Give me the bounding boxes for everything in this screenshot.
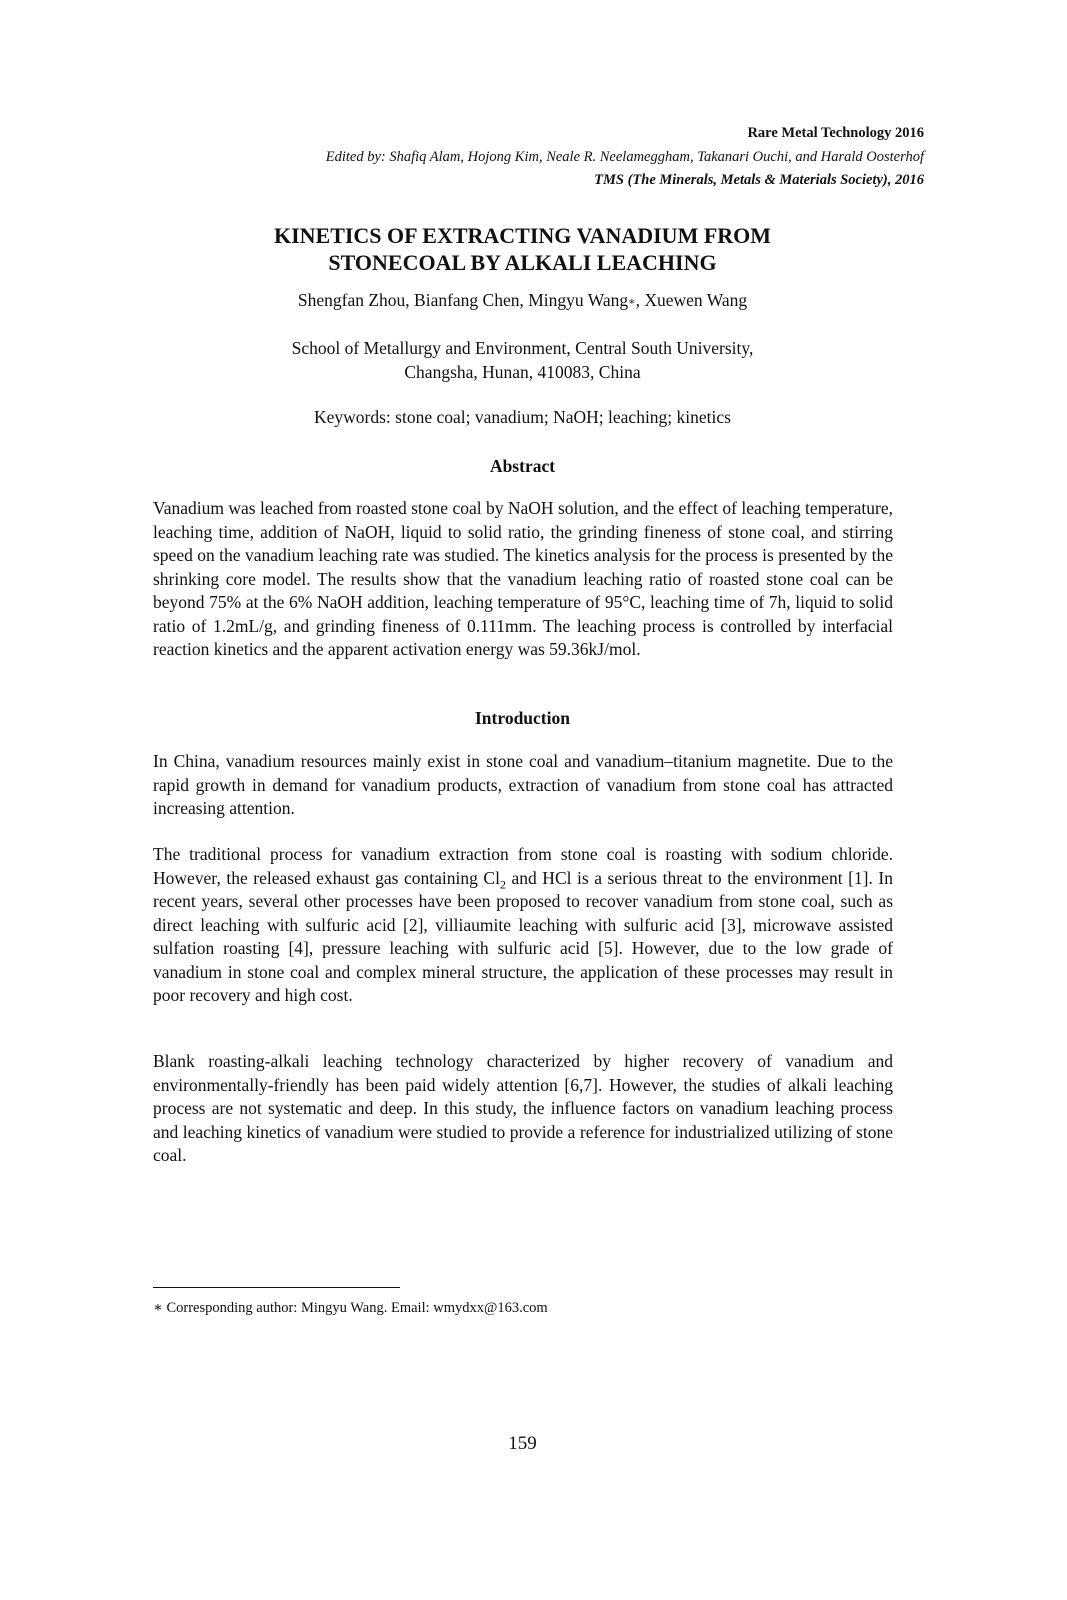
abstract-text: Vanadium was leached from roasted stone coal by NaOH solution, and the effect of leaching temperature, leaching time, addition of NaOH, liquid to solid ratio, the grinding fineness of stone coal, and stirring speed on the vanadium leaching rate was studied. The kinetics analysis for the process is presented by the shrinking core model. The results show that the vanadium leaching ratio of roasted stone coal can be beyond 75% at the 6% NaOH addition, leaching temperature of 95°C, leaching time of 7h, liquid to solid ratio of 1.2mL/g, and grinding fineness of 0.111mm. The leaching process is controlled by interfacial reaction kinetics and the apparent activation energy was 59.36kJ/mol. (153, 498, 893, 659)
book-title: Rare Metal Technology 2016 (747, 125, 924, 141)
intro-p2-part-2: and HCl is a serious threat to the environment [1]. In recent years, several other processes have been proposed to recover vanadium from stone coal, such as direct leaching with sulfuric acid [2], villiaumite leaching with sulfuric acid [3], microwave assisted sulfation roasting [4], pressure leaching with sulfuric acid [5]. However, due to the low grade of vanadium in stone coal and complex mineral structure, the application of these processes may result in poor recovery and high cost. (153, 867, 893, 1005)
intro-paragraph-2 (153, 843, 893, 1008)
authors-rest: , Xuewen Wang (635, 290, 748, 310)
affiliation-line-2: Changsha, Hunan, 410083, China (404, 362, 641, 382)
footnote: ∗ Corresponding author: Mingyu Wang. Email: wmydxx@163.com (153, 1300, 548, 1316)
editors-line: Edited by: Shafiq Alam, Hojong Kim, Neale R. Neelameggham, Takanari Ouchi, and Harald Oosterhof (325, 149, 924, 165)
authors-main: Shengfan Zhou, Bianfang Chen, Mingyu Wang (297, 290, 629, 310)
affiliation-line-1: School of Metallurgy and Environment, Central South University, (291, 338, 754, 358)
intro-p2-part-1: The traditional process for vanadium extraction from stone coal is roasting with sodium chloride. However, the released exhaust gas containing Cl (153, 844, 893, 888)
publisher-line: TMS (The Minerals, Metals & Materials Society), 2016 (594, 172, 924, 188)
footnote-rule (153, 1287, 400, 1288)
keywords: Keywords: stone coal; vanadium; NaOH; leaching; kinetics (314, 407, 731, 427)
intro-paragraph-3: Blank roasting-alkali leaching technology characterized by higher recovery of vanadium and environmentally-friendly has been paid widely attention [6,7]. However, the studies of alkali leaching process are not systematic and deep. In this study, the influence factors on vanadium leaching process and leaching kinetics of vanadium were studied to provide a reference for industrialized utilizing of stone coal. (153, 1051, 893, 1165)
affiliation (0, 336, 1045, 384)
title-line-1: KINETICS OF EXTRACTING VANADIUM FROM (273, 223, 772, 248)
title-line-2: STONECOAL BY ALKALI LEACHING (328, 250, 717, 275)
page-number: 159 (508, 1433, 537, 1454)
intro-paragraph-1: In China, vanadium resources mainly exist in stone coal and vanadium–titanium magnetite. Due to the rapid growth in demand for vanadium products, extraction of vanadium from stone coal has attracted increasing attention. (153, 751, 893, 818)
introduction-heading: Introduction (475, 708, 570, 728)
paper-title (0, 222, 1045, 276)
corresponding-mark: ∗ (628, 296, 636, 308)
abstract-heading: Abstract (489, 456, 556, 476)
authors (0, 288, 1045, 314)
chlorine-subscript: 2 (499, 877, 506, 891)
